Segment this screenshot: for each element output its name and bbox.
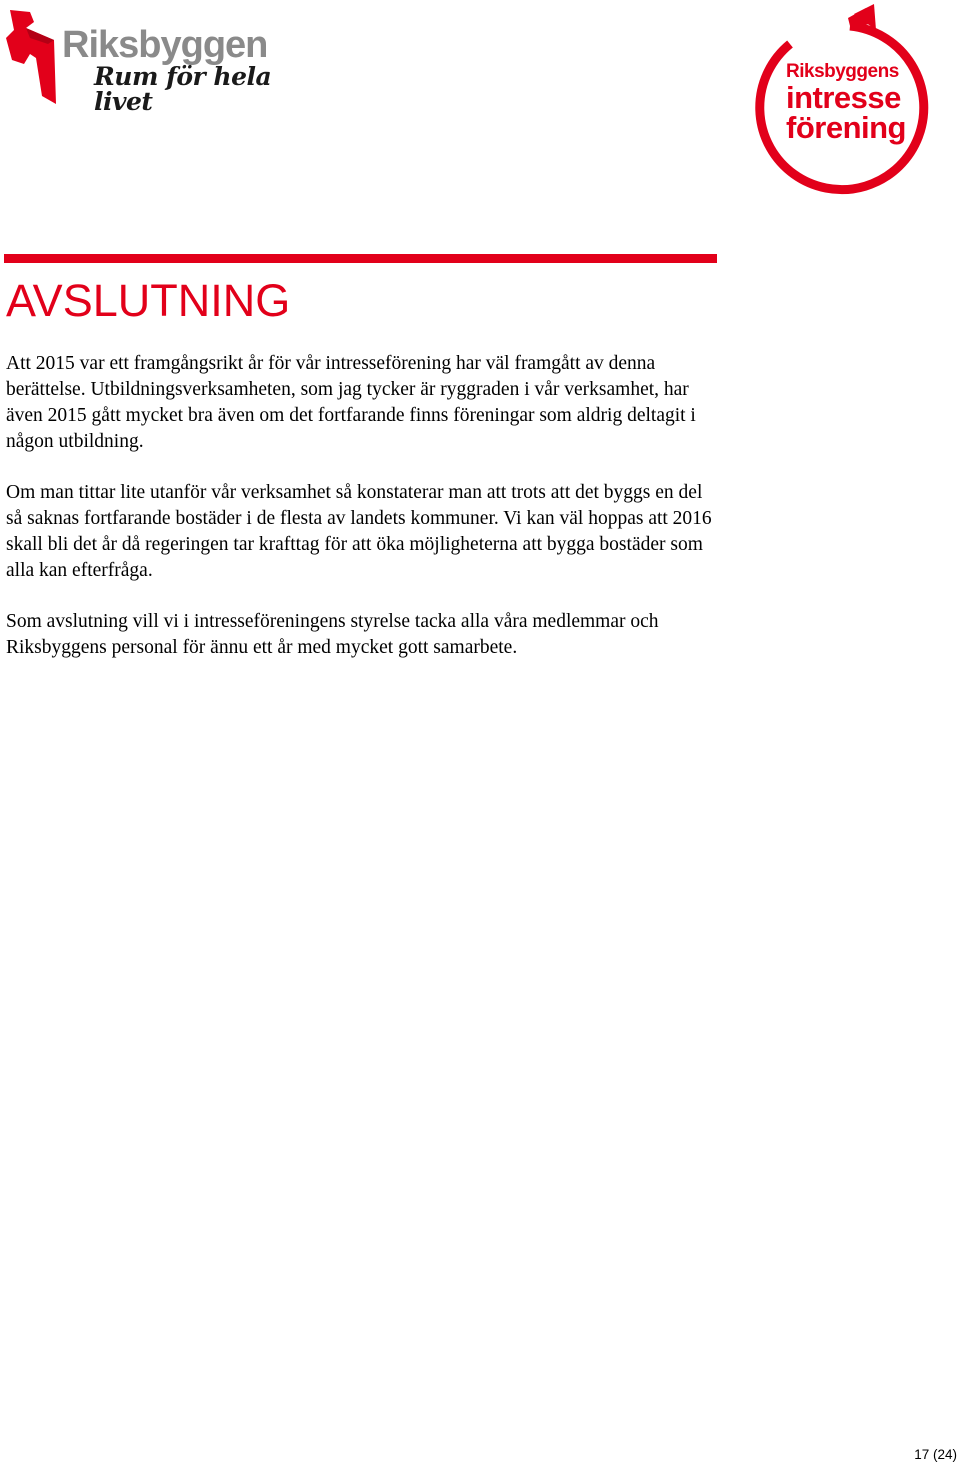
logo-line-3: förening <box>786 110 906 145</box>
page-number: 17 (24) <box>914 1447 957 1462</box>
riksbyggen-logo <box>4 8 294 116</box>
section-title: AVSLUTNING <box>6 275 291 326</box>
logo-brand-name: Riksbyggen <box>62 24 268 66</box>
logo-line-1: Riksbyggens <box>786 61 899 82</box>
section-body <box>6 351 718 686</box>
paragraph-2: Om man tittar lite utanför vår verksamhet så konstaterar man att trots att det byggs en del så saknas fortfarande bostäder i de flesta av landets kommuner. Vi kan väl hoppas att 2016 skall bli det år då regeringen tar krafttag för att öka möjligheterna att bygga bostäder som alla kan efterfråga. <box>6 482 712 581</box>
logo-tagline: Rum för hela livet <box>94 62 272 116</box>
intresseforening-logo <box>752 4 937 196</box>
paragraph-3: Som avslutning vill vi i intresseföreningens styrelse tacka alla våra medlemmar och Riksbyggens personal för ännu ett år med mycket gott samarbete. <box>6 611 659 658</box>
logo-line-2: intresse <box>786 80 901 115</box>
section-divider <box>4 254 717 263</box>
riksbyggen-mark-icon <box>4 8 64 108</box>
paragraph-1: Att 2015 var ett framgångsrikt år för vår intresseförening har väl framgått av denna berättelse. Utbildningsverksamheten, som jag tycker är ryggraden i vår verksamhet, har även 2015 gått mycket bra även om det fortfarande finns föreningar som aldrig deltagit i någon utbildning. <box>6 353 696 452</box>
